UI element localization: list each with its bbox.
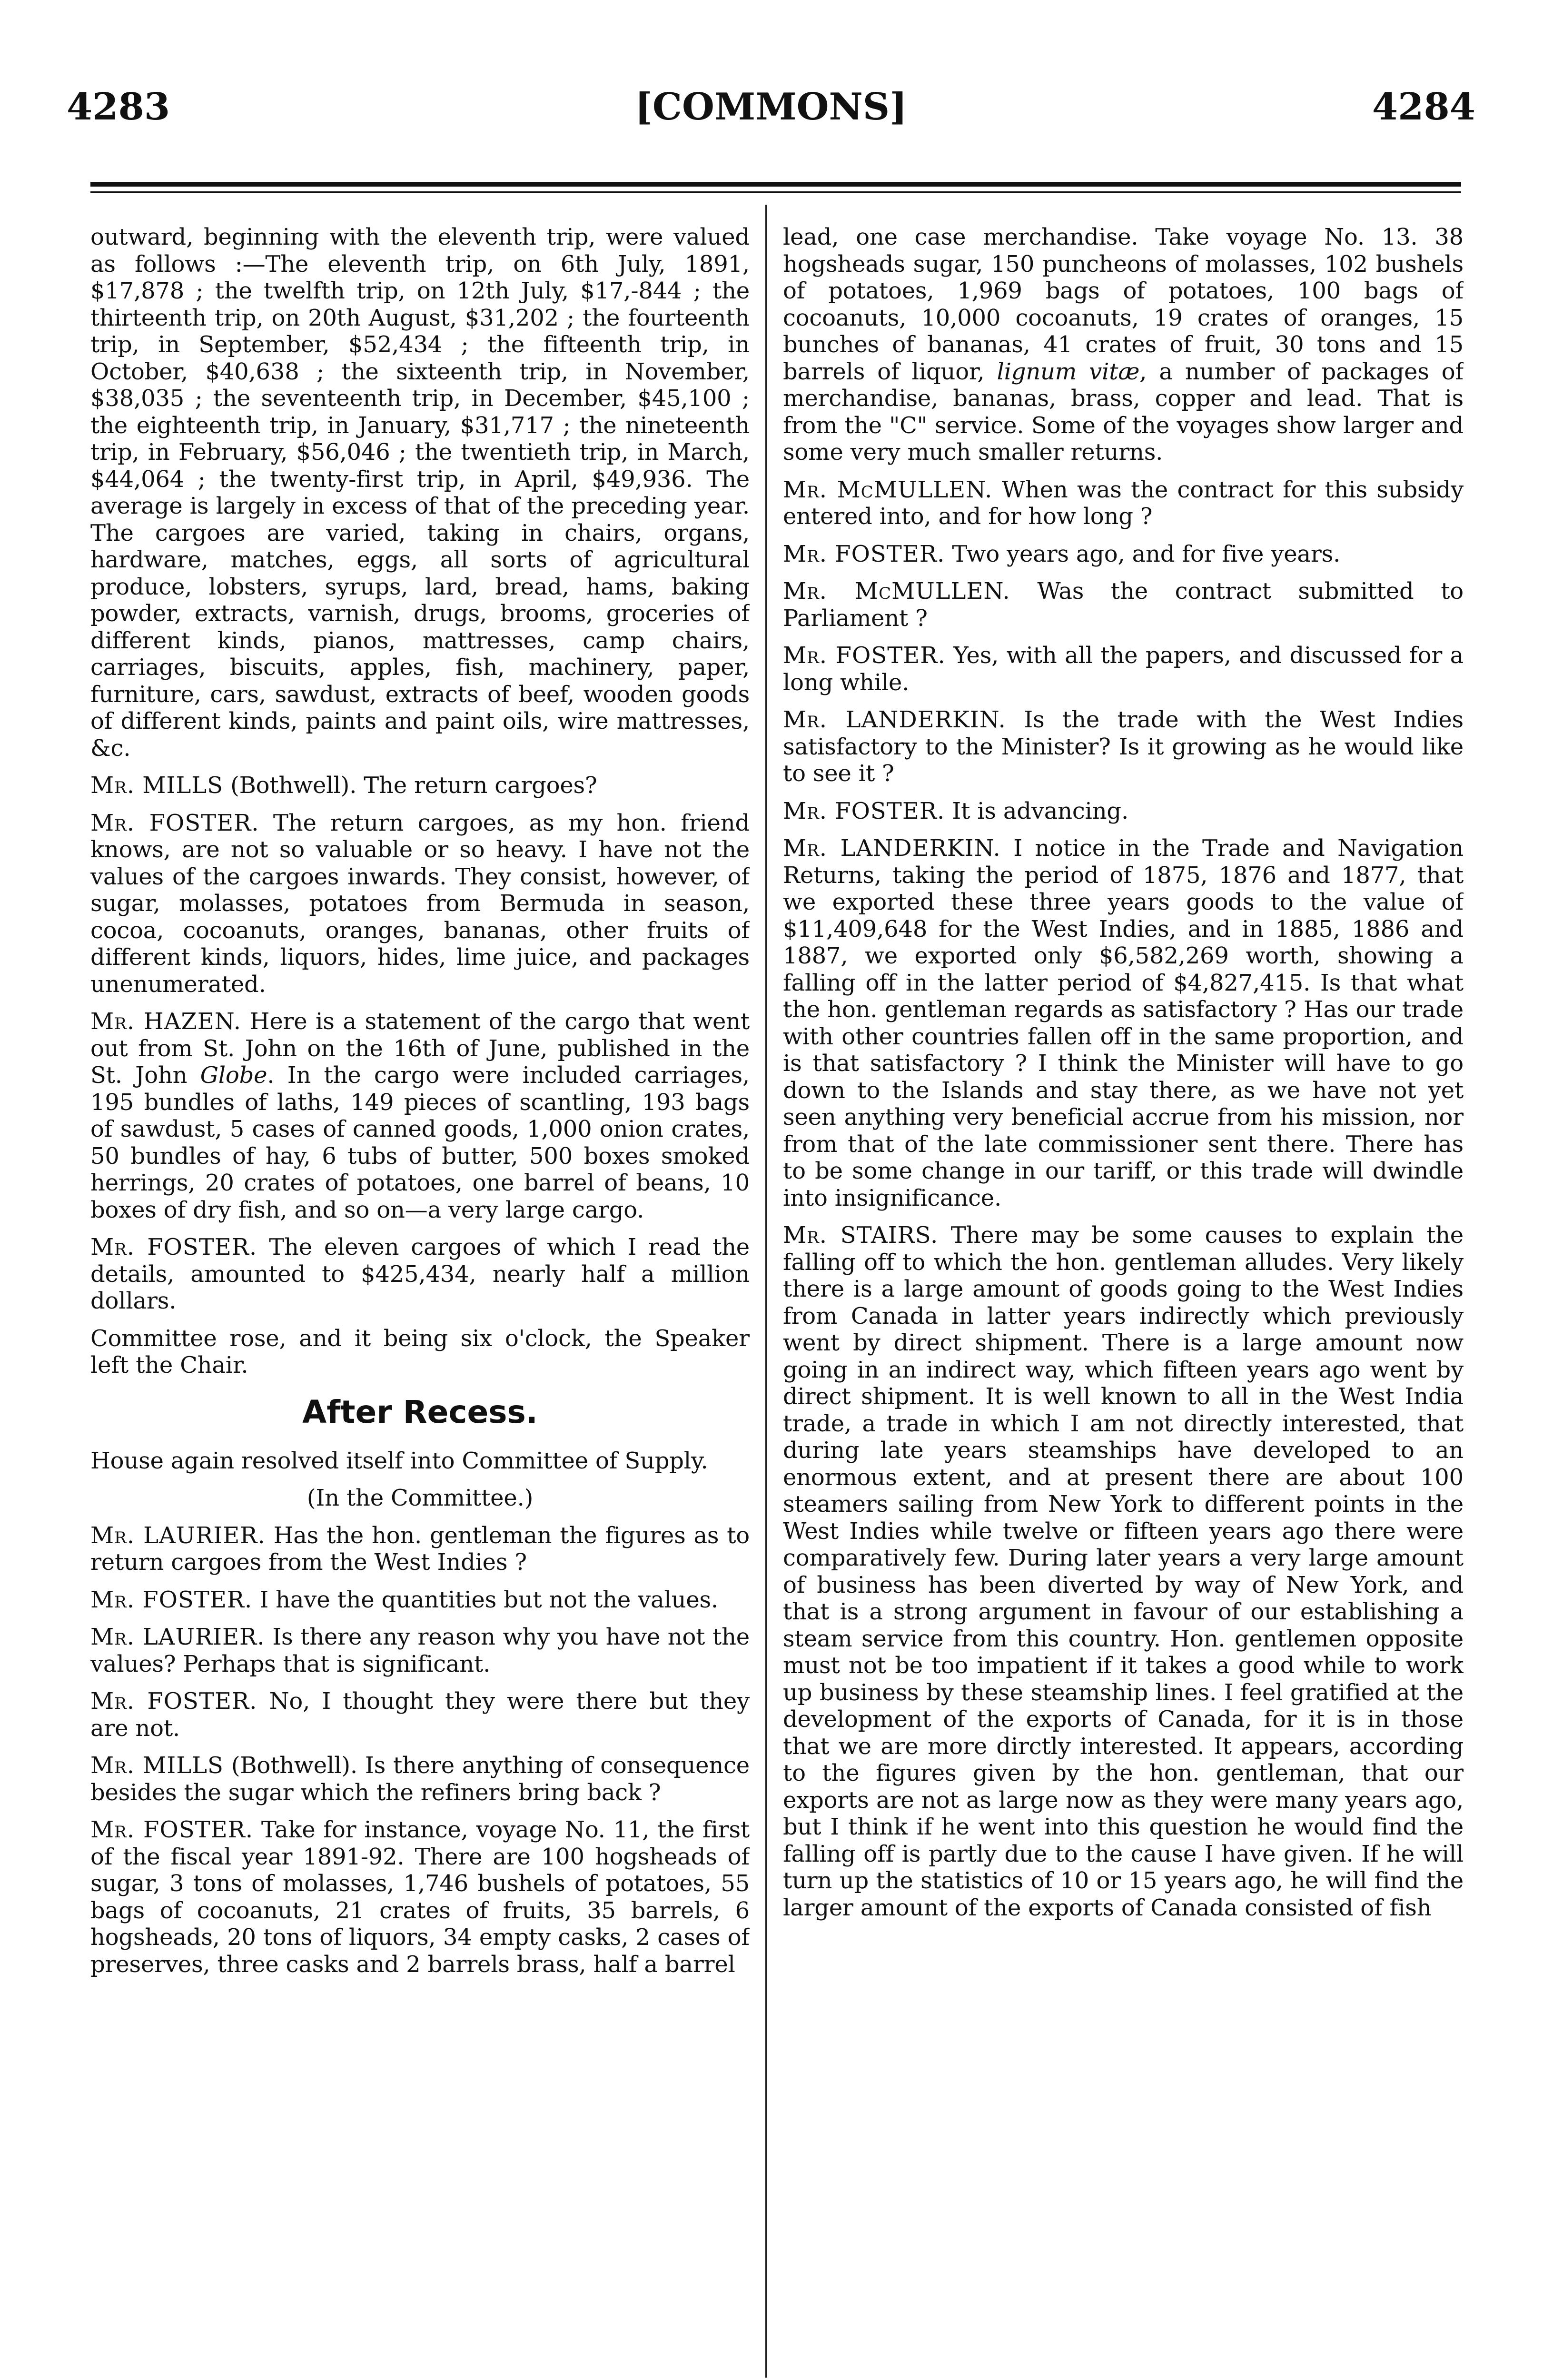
header-rule-thin [90,191,1461,193]
paragraph-text: I have the quantities but not the values. [252,1586,718,1613]
speaker-name: Mr. MILLS [90,772,224,799]
paragraph [90,1688,750,1742]
paragraph-text: Take for instance, voyage No. 11, the first of the fiscal year 1891-92. There are 100 hogsheads of sugar, 3 tons of molasses, 1,746 bushels of potatoes, 55 bags of cocoanuts, 21 crates of fruits, 35 barrels, 6 hogsheads, 20 tons of liquors, 34 empty casks, 2 cases of preserves, three casks and 2 barrels brass, half a barrel [90,1816,750,1978]
paragraph-text: When was the contract for this subsidy entered into, and for how long ? [783,476,1464,530]
paragraph-text: (Bothwell). The return cargoes? [223,772,597,799]
paragraph-text: Is there any reason why you have not the values? Perhaps that is significant. [90,1624,750,1677]
paragraph [90,810,750,998]
speaker-name: Mr. FOSTER. [90,809,259,836]
paragraph-text: lead, one case merchandise. Take voyage No. 13. 38 hogsheads sugar, 150 puncheons of molasses, 102 bushels of potatoes, 1,969 bags of potatoes, 100 bags of cocoanuts, 10,000 cocoanuts, 19 crates of oranges, 15 bunches of bananas, 41 crates of fruit, 30 tons and 15 barrels of liquor, [783,224,1464,385]
paragraph-text: Yes, with all the papers, and discussed for a long while. [783,642,1464,696]
paragraph [90,1522,750,1576]
paragraph-text: Was the contract submitted to Parliament ? [783,578,1464,632]
speaker-name: Mr. McMULLEN. [783,476,993,503]
paragraph-text: outward, beginning with the eleventh trip, were valued as follows :—The eleventh trip, on 6th July, 1891, $17,878 ; the twelfth trip, on 12th July, $17,-844 ; the thirteenth trip, on 20th August, $31,202 ; the fourteenth trip, in September, $52,434 ; the fifteenth trip, in October, $40,638 ; the sixteenth trip, in November, $38,035 ; the seventeenth trip, in December, $45,100 ; the eighteenth trip, in January, $31,717 ; the nineteenth trip, in February, $56,046 ; the twentieth trip, in March, $44,064 ; the twenty-first trip, in April, $49,936. The average is largely in excess of that of the preceding year. The cargoes are varied, taking in chairs, organs, hardware, matches, eggs, all sorts of agricultural produce, lobsters, syrups, lard, bread, hams, baking powder, extracts, varnish, drugs, brooms, groceries of different kinds, pianos, mattresses, camp chairs, carriages, biscuits, apples, fish, machinery, paper, furniture, cars, sawdust, extracts of beef, wooden goods of different kinds, paints and paint oils, wire mattresses, &c. [90,224,750,762]
speaker-name: Mr. FOSTER. [90,1234,257,1260]
procedural-note: House again resolved itself into Committee of Supply. [90,1447,708,1474]
right-page-number: 4284 [1372,85,1475,129]
section-heading: After Recess. [302,1393,538,1430]
speaker-name: Mr. FOSTER. [90,1586,253,1613]
speaker-name: Mr. McMULLEN. [783,578,1010,605]
paragraph-text: . In the cargo were included carriages, 195 bundles of laths, 149 pieces of scantling, 193 bags of sawdust, 5 cases of canned goods, 1,000 onion crates, 50 bundles of hay, 6 tubs of butter, 500 boxes smoked herrings, 20 crates of potatoes, one barrel of beans, 10 boxes of dry fish, and so on—a very large cargo. [90,1062,750,1223]
left-column [90,224,750,2380]
paragraph [90,224,750,762]
paragraph-text: No, I thought they were there but they are not. [90,1688,750,1742]
paragraph [90,772,750,799]
speaker-name: Mr. FOSTER. [90,1816,254,1843]
paragraph-text: The return cargoes, as my hon. friend knows, are not so valuable or so heavy. I have not the values of the cargoes inwards. They consist, however, of sugar, molasses, potatoes from Bermuda in season, cocoa, cocoanuts, oranges, bananas, other fruits of different kinds, liquors, hides, lime juice, and packages unenumerated. [90,809,750,998]
italic-term: lignum vitæ [997,358,1140,385]
speaker-name: Mr. FOSTER. [90,1688,257,1715]
paragraph-text: Has the hon. gentleman the figures as to return cargoes from the West Indies ? [90,1522,750,1576]
left-page-number: 4283 [67,85,170,129]
paragraph [90,1234,750,1315]
paragraph [90,1752,750,1806]
speaker-name: Mr. FOSTER. [783,797,945,824]
column-divider [765,205,767,2378]
speaker-name: Mr. HAZEN. [90,1008,241,1035]
right-column [783,224,1464,2378]
header-rule-thick [90,182,1461,187]
paragraph [783,642,1464,696]
paragraph-text: (Bothwell). Is there anything of consequence besides the sugar which the refiners bring back ? [90,1752,750,1806]
paragraph [783,476,1464,530]
speaker-name: Mr. FOSTER. [783,540,945,567]
speaker-name: Mr. FOSTER. [783,642,946,669]
paragraph [90,1624,750,1677]
speaker-name: Mr. STAIRS. [783,1222,939,1249]
paragraph-text: I notice in the Trade and Navigation Returns, taking the period of 1875, 1876 and 1877, that we exported these three years goods to the value of $11,409,648 for the West Indies, and in 1885, 1886 and 1887, we exported only $6,582,269 worth, showing a falling off in the latter period of $4,827,415. Is that what the hon. gentleman regards as satisfactory ? Has our trade with other countries fallen off in the same proportion, and is that satisfactory ? I think the Minister will have to go down to the Islands and stay there, as we have not yet seen anything very beneficial accrue from his mission, nor from that of the late commissioner sent there. There has to be some change in our tariff, or this trade will dwindle into insignificance. [783,835,1464,1211]
speaker-name: Mr. LAURIER. [90,1624,265,1650]
paragraph [783,798,1464,825]
paragraph [90,1008,750,1223]
chamber-title: [COMMONS] [634,85,908,129]
paragraph-text: Is the trade with the West Indies satisfactory to the Minister? Is it growing as he would like to see it ? [783,706,1464,787]
paragraph [783,541,1464,568]
paragraph [783,706,1464,787]
paragraph [783,1222,1464,1921]
paragraph-text: Here is a statement of the cargo that went out from St. John on the 16th of June, published in the St. John [90,1008,750,1089]
paragraph-text: The eleven cargoes of which I read the details, amounted to $425,434, nearly half a million dollars. [90,1234,750,1314]
paragraph [90,1816,750,1978]
page-header [67,81,1475,143]
paragraph [783,224,1464,466]
speaker-name: Mr. LANDERKIN. [783,835,1001,862]
paragraph-text: It is advancing. [945,797,1128,824]
paragraph [783,835,1464,1211]
paragraph [90,1587,750,1614]
paragraph-text: There may be some causes to explain the falling off to which the hon. gentleman alludes. Very likely there is a large amount of goods going to the West Indies from Canada in latter years indirectly which previously went by direct shipment. There is a large amount now going in an indirect way, which fifteen years ago went by direct shipment. It is well known to all in the West India trade, a trade in which I am not directly interested, that during late years steamships have developed to an enormous extent, and at present there are about 100 steamers sailing from New York to different points in the West Indies while twelve or fifteen years ago there were comparatively few. During later years a very large amount of business has been diverted by way of New York, and that is a strong argument in favour of our establishing a steam service from this country. Hon. gentlemen opposite must not be too impatient if it takes a good while to work up business by these steamship lines. I feel gratified at the development of the exports of Canada, for it is in those that we are more dirctly interested. It appears, according to the figures given by the hon. gentleman, that our exports are not as large now as they were many years ago, but I think if he went into this question he would find the falling off is partly due to the cause I have given. If he will turn up the statistics of 10 or 15 years ago, he will find the larger amount of the exports of Canada consisted of fish [783,1222,1464,1921]
speaker-name: Mr. MILLS [90,1752,224,1779]
paragraph-text: , a number of packages of merchandise, bananas, brass, copper and lead. That is from the "C" service. Some of the voyages show larger and some very much smaller returns. [783,358,1464,466]
speaker-name: Mr. LAURIER. [90,1522,266,1549]
speaker-name: Mr. LANDERKIN. [783,706,1006,733]
paragraph-text: Two years ago, and for five years. [945,540,1341,567]
paragraph [783,578,1464,632]
newspaper-title: Globe [200,1062,267,1089]
committee-note: (In the Committee.) [307,1485,534,1511]
procedural-note: Committee rose, and it being six o'clock, the Speaker left the Chair. [90,1325,750,1378]
